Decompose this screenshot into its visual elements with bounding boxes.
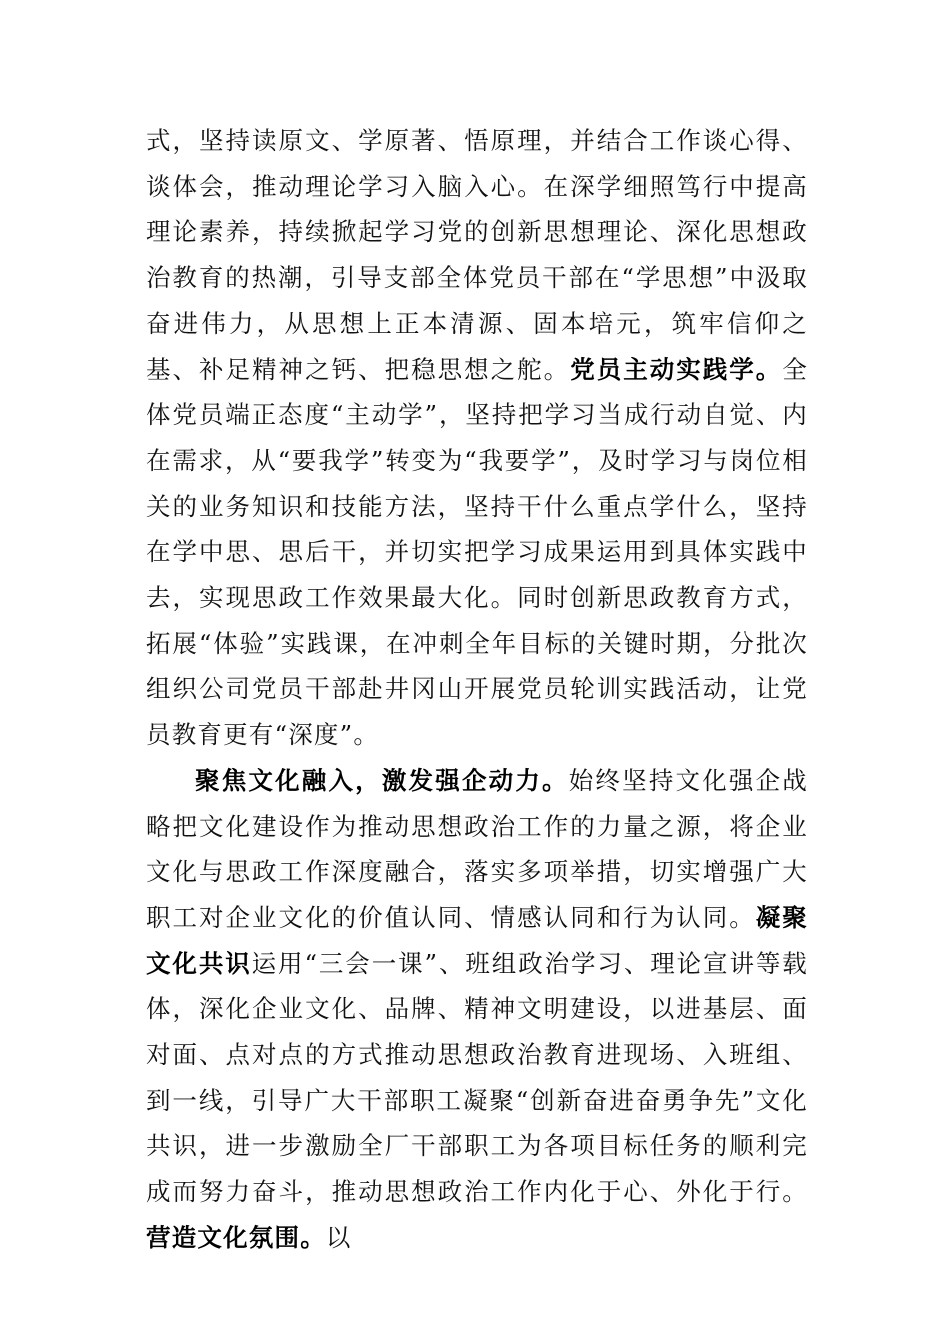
text-segment: 式，坚持读原文、学原著、悟原理，并结合工作谈心得、谈体会，推动理论学习入脑入心。在深学细照笃行中提高理论素养，持续掀起学习党的创新思想理论、深化思想政治教育的热潮，引导支部全体党员干部在“学思想”中汲取奋进伟力，从思想上正本清源、固本培元，筑牢信仰之基、补足精神之钙、把稳思想之舵。 <box>146 126 808 384</box>
text-segment: 全体党员端正态度“主动学”，坚持把学习当成行动自觉、内在需求，从“要我学”转变为“我要学”，及时学习与岗位相关的业务知识和技能方法，坚持干什么重点学什么，坚持在学中思、思后干，并切实把学习成果运用到具体实践中去，实现思政工作效果最大化。同时创新思政教育方式，拓展“体验”实践课，在冲刺全年目标的关键时期，分批次组织公司党员干部赴井冈山开展党员轮训实践活动，让党员教育更有“深度”。 <box>146 354 809 750</box>
paragraph-culture-integration <box>146 758 808 1261</box>
bold-heading-culture-integration: 聚焦文化融入，激发强企动力。 <box>195 765 569 795</box>
paragraph-study-practice <box>146 118 808 758</box>
bold-heading-cultural-consensus: 凝聚文化共识 <box>146 902 808 978</box>
text-segment: 始终坚持文化强企战略把文化建设作为推动思想政治工作的力量之源，将企业文化与思政工作深度融合，落实多项举措，切实增强广大职工对企业文化的价值认同、情感认同和行为认同。 <box>146 765 808 932</box>
text-segment: 以 <box>325 1222 352 1252</box>
bold-heading-cultural-atmosphere: 营造文化氛围。 <box>146 1222 326 1252</box>
body-text <box>146 118 808 1261</box>
bold-heading-party-members-practice: 党员主动实践学。 <box>570 354 783 384</box>
text-segment: 运用“三会一课”、班组政治学习、理论宣讲等载体，深化企业文化、品牌、精神文明建设，以进基层、面对面、点对点的方式推动思想政治教育进现场、入班组、到一线，引导广大干部职工凝聚“创新奋进奋勇争先”文化共识，进一步激励全厂干部职工为各项目标任务的顺利完成而努力奋斗，推动思想政治工作内化于心、外化于行。 <box>146 948 808 1207</box>
